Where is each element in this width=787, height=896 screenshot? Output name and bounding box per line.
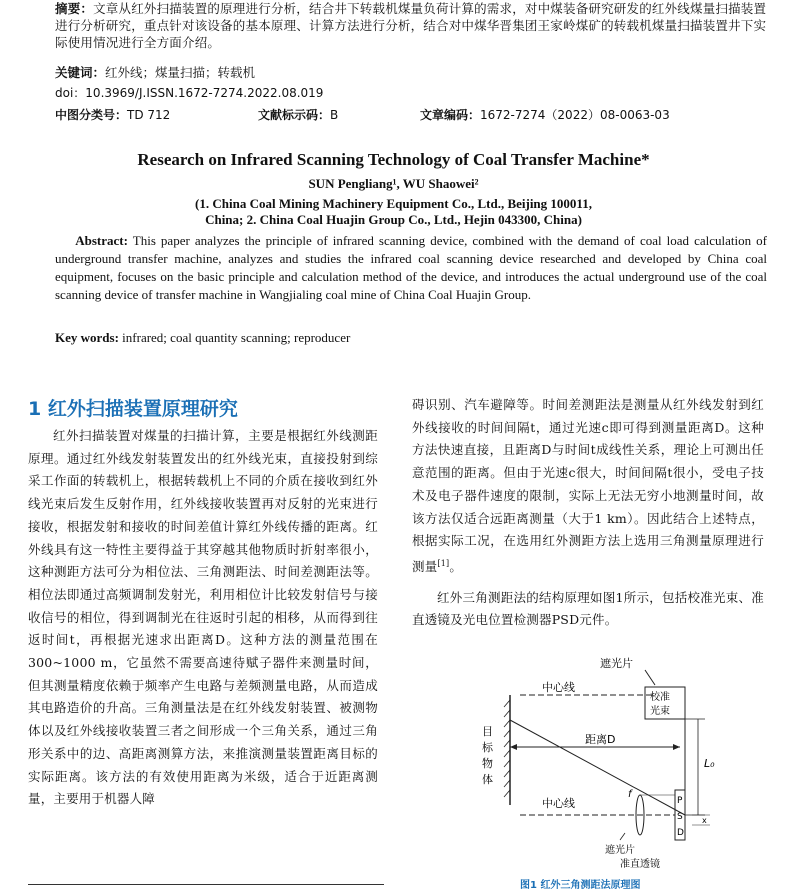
aff-line-1: (1. China Coal Mining Machinery Equipment Co., Ltd., Beijing 100011, [195, 196, 592, 211]
psd-p: P [677, 796, 683, 806]
english-abstract [55, 232, 767, 304]
doc-code [258, 106, 338, 123]
right-p1-text: 碍识别、汽车避障等。时间差测距法是测量从红外线发射到红外线接收的时间间隔t，通过光速c即可得到测量距离D。这种方法快速直接，且距离D与时间t成线性关系，理论上可测出任意范围的距离。但由于光速c很大，时间间隔t很小，受电子技术及电子器件速度的限制，实际上无法无穷小地测量时间，故该方法仅适合远距离测量（大于1 km）。因此结合上述特点，根据实际工况，在选用红外测距方法上选用三角测量原理进行测量 [412, 397, 764, 575]
clc-value: TD 712 [127, 108, 171, 122]
baseline-label: L₀ [704, 757, 715, 770]
english-keywords-label: Key words: [55, 330, 119, 345]
english-title: Research on Infrared Scanning Technology of Coal Transfer Machine* [137, 150, 650, 169]
article-code [420, 106, 670, 123]
figure-caption: 图1 红外三角测距法原理图 [520, 880, 641, 891]
psd-d: D [677, 828, 684, 838]
cn-keywords-text: 红外线；煤量扫描；转载机 [105, 65, 256, 80]
english-authors: SUN Pengliang¹, WU Shaowei² [308, 176, 479, 191]
clc-label: 中图分类号： [55, 108, 128, 122]
doc-label: 文献标示码： [258, 108, 331, 122]
shade-label-top: 遮光片 [600, 657, 633, 670]
cn-abstract-text: 文章从红外扫描装置的原理进行分析，结合井下转载机煤量负荷计算的需求，对中煤装备研究研发的红外线煤量扫描装置进行分析研究，重点针对该设备的基本原理、计算方法进行分析，结合对中煤华晋集团王家岭煤矿的转载机煤量扫描装置井下实际使用情况进行全方面介绍。 [55, 1, 767, 50]
art-value: 1672-7274（2022）08-0063-03 [480, 108, 670, 122]
english-abstract-label: Abstract: [75, 233, 128, 248]
target-label-4: 体 [482, 773, 493, 786]
triangulation-diagram [470, 655, 770, 877]
clc-number [55, 106, 170, 123]
calib-label: 校准 [650, 692, 670, 703]
english-keywords-text: infrared; coal quantity scanning; reproducer [122, 330, 351, 345]
center-line-label-1: 中心线 [542, 681, 575, 694]
left-column-paragraph: 红外扫描装置对煤量的扫描计算，主要是根据红外线测距原理。通过红外线发射装置发出的红外线光束，直接投射到综采工作面的转载机上，根据转载机上不同的介质在接收到红外线光束后发生反射作用，红外线接收装置再对反射的光束进行接收，根据发射和接收的时间差值计算红外线传播的距离。红外线具有这一特性主要得益于其穿越其他物质时折射率很小，这种测距方法可分为相位法、三角测距法、时间差测距法等。相位法即通过高频调制发射光，利用相位计比较发射信号与接收信号的相位，得到调制光在往返时引起的相移，从而得到往返时间t，再根据光速求出距离D。这种方法的测量范围在300~1000 m，它虽然不需要高速待赋子器件来测量时间，但其测量精度依赖于频率产生电路与差频测量电路，从而造成其电路造价的升高。三角测量法是在红外线发射装置、被测物体以及红外线接收装置三者之间形成一个三角关系，通过三角形关系中的边、高距离测算方法，来推演测量装置距离目标的实际距离。该方法的有效使用距离为米级，适合于近距离测量，主要用于机器人障 [28, 428, 378, 807]
cn-abstract-label: 摘要： [55, 1, 94, 16]
shade-label-bottom: 遮光片 [605, 845, 635, 856]
offset-x: x [702, 816, 707, 825]
lens-label: 准直透镜 [620, 859, 660, 870]
english-abstract-text: This paper analyzes the principle of infrared scanning device, combined with the demand of coal load calculation of underground transfer machine, analyzes and studies the infrared coal scanning device researched and developed by China coal equipment, focuses on the basic principle and calculation method of the device, and introduces the actual underground use of the coal scanning device of transfer machine in Wangjialing coal mine of China Coal Huajin Group. [55, 233, 767, 302]
right-p1-end: 。 [449, 559, 463, 575]
focal-label: f [628, 789, 632, 800]
target-label-3: 物 [482, 757, 493, 770]
psd-s: S [677, 812, 683, 822]
right-column [412, 394, 764, 632]
cn-abstract [55, 0, 775, 51]
center-line-label-2: 中心线 [542, 797, 575, 810]
target-label-2: 标 [482, 741, 493, 754]
doc-value: B [330, 108, 339, 122]
cn-keywords [55, 63, 255, 81]
aff-line-2: China; 2. China Coal Huajin Group Co., Ltd., Hejin 043300, China) [205, 212, 582, 227]
citation-ref: [1] [437, 558, 450, 568]
doi: doi：10.3969/J.ISSN.1672-7274.2022.08.019 [55, 86, 324, 100]
distance-label: 距离D [585, 733, 616, 746]
english-keywords [55, 330, 350, 346]
right-column-paragraph-2: 红外三角测距法的结构原理如图1所示，包括校准光束、准直透镜及光电位置检测器PSD元件。 [412, 589, 764, 628]
english-affiliations [0, 196, 787, 228]
cn-keywords-label: 关键词： [55, 65, 106, 80]
calib-label-2: 光束 [650, 706, 670, 717]
target-label-1: 目 [482, 725, 493, 738]
art-label: 文章编码： [420, 108, 481, 122]
section-title: 1 红外扫描装置原理研究 [28, 398, 238, 420]
footnote-rule [28, 884, 384, 885]
right-column-paragraph-1 [412, 394, 764, 579]
